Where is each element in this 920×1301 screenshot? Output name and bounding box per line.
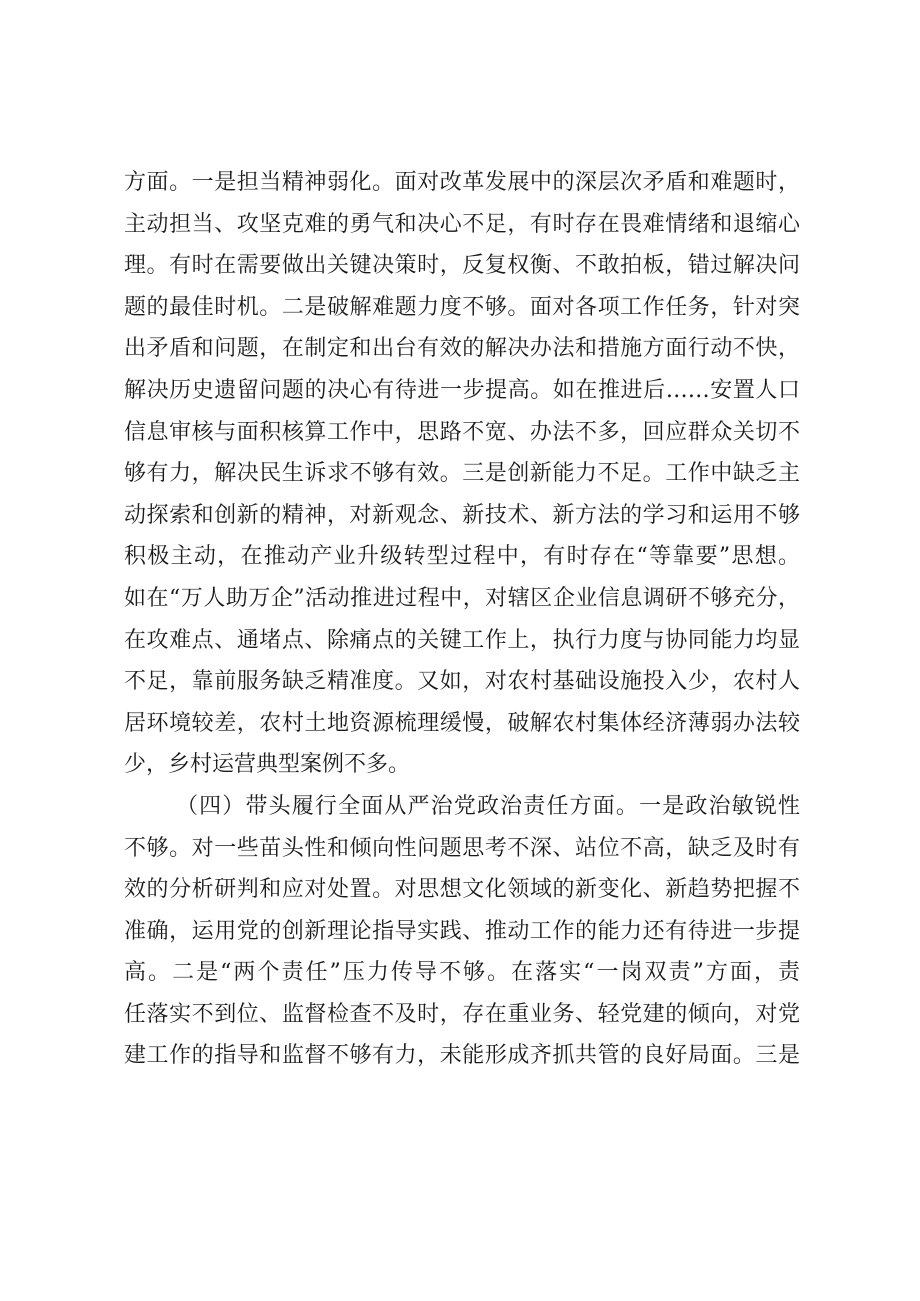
document-body: [124, 162, 800, 1077]
paragraph-line: 方面。一是担当精神弱化。面对改革发展中的深层次矛盾和难题时，: [124, 170, 800, 195]
paragraph-line: 够有力，解决民生诉求不够有效。三是创新能力不足。工作中缺乏主: [124, 461, 800, 487]
paragraph-line: 解决历史遗留问题的决心有待进一步提高。如在推进后……安置人口: [124, 377, 800, 403]
paragraph-line: 如在“万人助万企”活动推进过程中，对辖区企业信息调研不够充分，: [124, 585, 800, 611]
paragraph-line: 理。有时在需要做出关键决策时，反复权衡、不敢拍板，错过解决问: [124, 253, 800, 279]
paragraph-line: 积极主动，在推动产业升级转型过程中，有时存在“等靠要”思想。: [124, 544, 800, 570]
paragraph-line: 主动担当、攻坚克难的勇气和决心不足，有时存在畏难情绪和退缩心: [124, 211, 800, 237]
paragraph-line: （四）带头履行全面从严治党政治责任方面。一是政治敏锐性: [176, 793, 800, 819]
paragraph-line: 动探索和创新的精神，对新观念、新技术、新方法的学习和运用不够: [124, 502, 800, 528]
paragraph-line: 任落实不到位、监督检查不及时，存在重业务、轻党建的倾向，对党: [124, 1001, 800, 1027]
paragraph-line: 在攻难点、通堵点、除痛点的关键工作上，执行力度与协同能力均显: [124, 627, 800, 653]
paragraph-line: 少，乡村运营典型案例不多。: [124, 752, 411, 778]
paragraph-line: 效的分析研判和应对处置。对思想文化领域的新变化、新趋势把握不: [124, 877, 800, 903]
paragraph-line: 不够。对一些苗头性和倾向性问题思考不深、站位不高，缺乏及时有: [124, 835, 800, 861]
paragraph-line: 题的最佳时机。二是破解难题力度不够。面对各项工作任务，针对突: [124, 294, 800, 320]
paragraph-2: [124, 786, 800, 1077]
paragraph-line: 不足，靠前服务缺乏精准度。又如，对农村基础设施投入少，农村人: [124, 669, 800, 695]
paragraph-line: 建工作的指导和监督不够有力，未能形成齐抓共管的良好局面。三是: [124, 1043, 800, 1069]
paragraph-line: 准确，运用党的创新理论指导实践、推动工作的能力还有待进一步提: [124, 918, 800, 944]
paragraph-line: 居环境较差，农村土地资源梳理缓慢，破解农村集体经济薄弱办法较: [124, 710, 800, 736]
paragraph-line: 信息审核与面积核算工作中，思路不宽、办法不多，回应群众关切不: [124, 419, 800, 445]
paragraph-line: 出矛盾和问题，在制定和出台有效的解决办法和措施方面行动不快，: [124, 336, 800, 362]
paragraph-1: [124, 162, 800, 786]
paragraph-line: 高。二是“两个责任”压力传导不够。在落实“一岗双责”方面，责: [124, 960, 800, 986]
